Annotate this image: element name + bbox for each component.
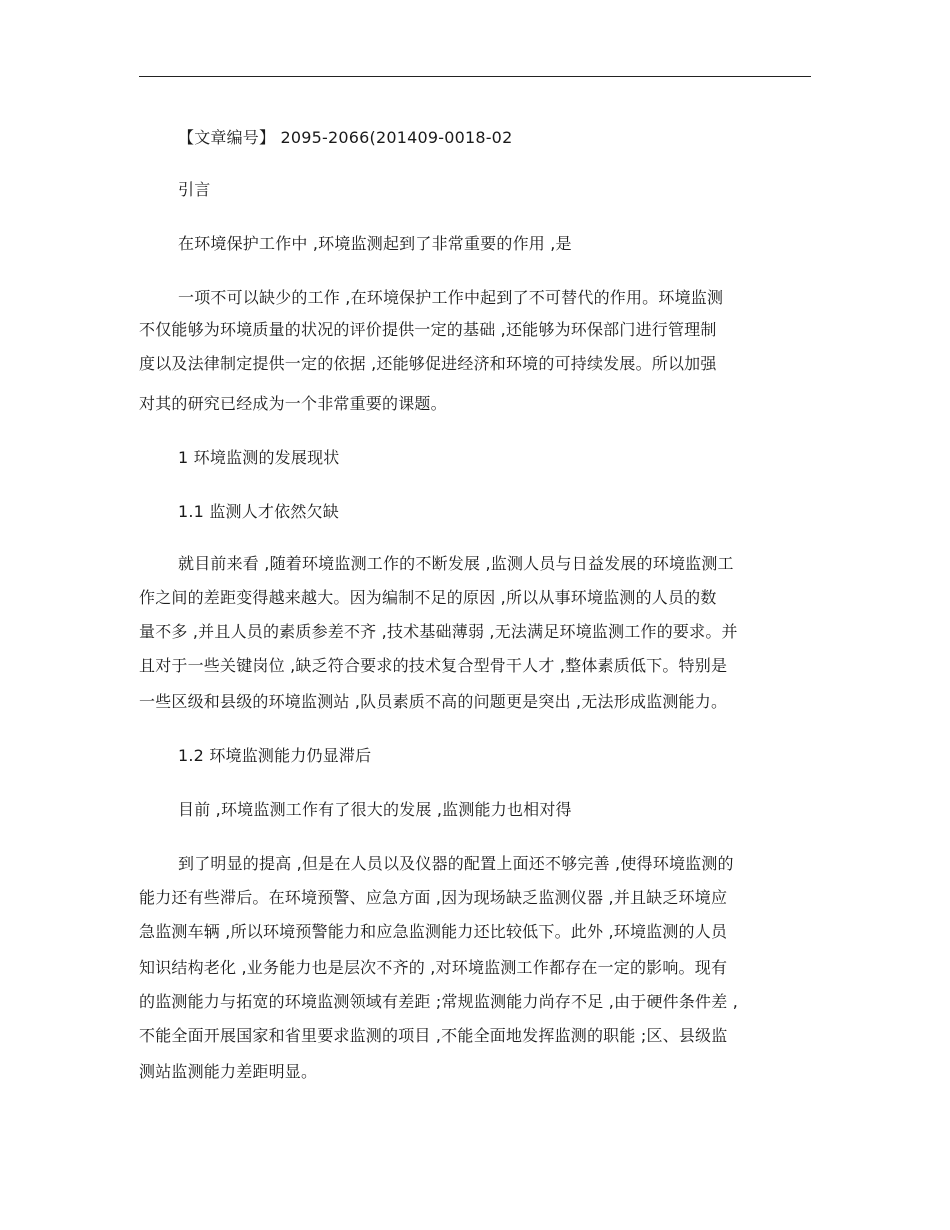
section-1-2-title: 1.2 环境监测能力仍显滞后 [178,746,372,765]
header-rule [139,76,811,77]
intro-lead-line: 在环境保护工作中 ,环境监测起到了非常重要的作用 ,是 [178,234,572,253]
section-1-1-title: 1.1 监测人才依然欠缺 [178,502,339,521]
section-1-1-paragraph-line: 且对于一些关键岗位 ,缺乏符合要求的技术复合型骨干人才 ,整体素质低下。特别是 [139,656,728,675]
section-1-2-lead-line: 目前 ,环境监测工作有了很大的发展 ,监测能力也相对得 [178,800,572,819]
section-1-2-paragraph-line: 测站监测能力差距明显。 [139,1062,318,1081]
section-1-2-paragraph-line: 的监测能力与拓宽的环境监测领域有差距 ;常规监测能力尚存不足 ,由于硬件条件差 , [139,992,739,1011]
section-1-1-paragraph-line: 一些区级和县级的环境监测站 ,队员素质不高的问题更是突出 ,无法形成监测能力。 [139,692,728,711]
intro-paragraph-line: 对其的研究已经成为一个非常重要的课题。 [139,394,447,413]
intro-paragraph-line: 一项不可以缺少的工作 ,在环境保护工作中起到了不可替代的作用。环境监测 [178,288,724,307]
section-1-2-paragraph-line: 不能全面开展国家和省里要求监测的项目 ,不能全面地发挥监测的职能 ;区、县级监 [139,1026,728,1045]
section-1-1-paragraph-line: 就目前来看 ,随着环境监测工作的不断发展 ,监测人员与日益发展的环境监测工 [178,554,734,573]
section-1-2-paragraph-line: 能力还有些滞后。在环境预警、应急方面 ,因为现场缺乏监测仪器 ,并且缺乏环境应 [139,888,728,907]
intro-paragraph-line: 度以及法律制定提供一定的依据 ,还能够促进经济和环境的可持续发展。所以加强 [139,354,717,373]
intro-paragraph-line: 不仅能够为环境质量的状况的评价提供一定的基础 ,还能够为环保部门进行管理制 [139,320,717,339]
section-1-title: 1 环境监测的发展现状 [178,448,340,467]
section-1-1-paragraph-line: 量不多 ,并且人员的素质参差不齐 ,技术基础薄弱 ,无法满足环境监测工作的要求。并 [139,622,738,641]
section-1-2-paragraph-line: 急监测车辆 ,所以环境预警能力和应急监测能力还比较低下。此外 ,环境监测的人员 [139,922,728,941]
section-1-2-paragraph-line: 知识结构老化 ,业务能力也是层次不齐的 ,对环境监测工作都存在一定的影响。现有 [139,958,728,977]
article-number: 【文章编号】 2095-2066(201409-0018-02 [178,128,513,147]
section-1-1-paragraph-line: 作之间的差距变得越来越大。因为编制不足的原因 ,所以从事环境监测的人员的数 [139,588,717,607]
section-1-2-paragraph-line: 到了明显的提高 ,但是在人员以及仪器的配置上面还不够完善 ,使得环境监测的 [178,854,734,873]
heading-intro: 引言 [178,180,211,199]
